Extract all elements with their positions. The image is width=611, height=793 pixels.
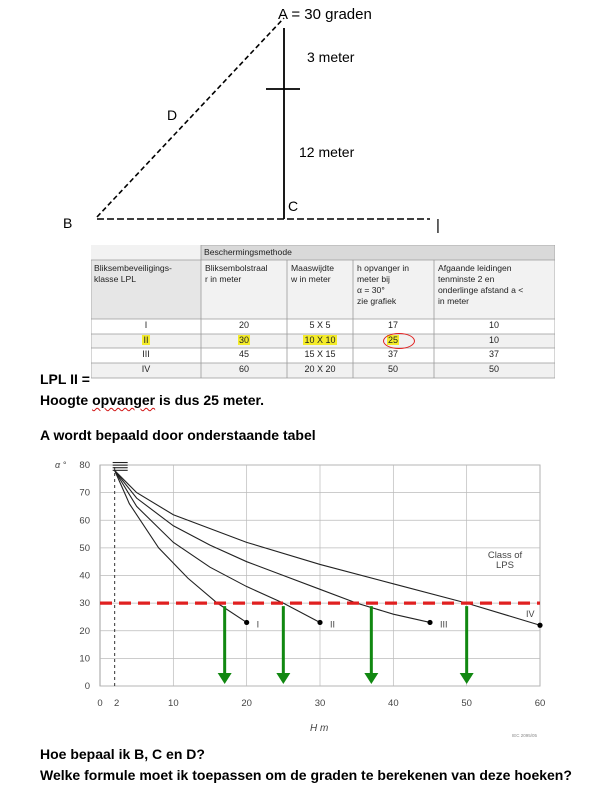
table-cell: 50 — [488, 364, 499, 375]
table-cell: 37 — [387, 349, 398, 360]
y-tick-label: 10 — [79, 653, 90, 665]
height-line: Hoogte opvanger is dus 25 meter. — [40, 392, 265, 408]
apex-label: A = 30 graden — [278, 6, 372, 23]
x-tick-label: 60 — [534, 698, 546, 709]
protection-angle-chart — [0, 450, 611, 740]
lower-segment-label: 12 meter — [299, 144, 355, 160]
series-endpoint — [537, 623, 542, 628]
table-cell: 37 — [488, 349, 499, 360]
series-endpoint — [427, 620, 432, 625]
table-header-3: Maaswijdte w in meter — [291, 263, 334, 284]
y-tick-label: 0 — [84, 681, 90, 692]
table-cell: 5 X 5 — [309, 320, 331, 330]
table-cell: IV — [141, 364, 151, 375]
y-tick-label: 30 — [79, 598, 90, 610]
table-cell: 17 — [387, 320, 398, 330]
x-tick-label: 0 — [97, 698, 103, 709]
y-axis-label: α ° — [55, 460, 67, 470]
upper-segment-label: 3 meter — [307, 49, 355, 65]
x-tick-label: 2 — [114, 698, 120, 709]
table-cell: 20 — [238, 320, 249, 330]
hypotenuse-label: D — [167, 107, 178, 123]
legend-title: LPS — [496, 560, 514, 571]
question-2: Welke formule moet ik toepassen om de graden te berekenen van deze hoeken? — [40, 767, 572, 783]
point-b-label: B — [63, 215, 73, 231]
x-tick-label: 40 — [388, 698, 399, 709]
table-cell: 60 — [238, 364, 249, 375]
series-label: II — [330, 619, 336, 630]
table-cell: I — [144, 320, 148, 330]
series-label: IV — [526, 609, 535, 620]
lps-table — [91, 245, 555, 380]
table-cell: 10 X 10 — [304, 334, 336, 345]
y-tick-label: 80 — [79, 460, 90, 471]
table-header-5: Afgaande leidingen tenminste 2 en onderlinge afstand a < in meter — [438, 263, 524, 306]
legend-title: Class of — [487, 550, 523, 561]
footer-mark: IEC 2095/05 — [512, 733, 538, 738]
point-c-label: C — [288, 198, 299, 214]
table-cell: 10 — [488, 334, 499, 345]
table-header-4: h opvanger in meter bij α = 30° zie grafiek — [357, 263, 410, 306]
series-endpoint — [317, 620, 322, 625]
question-1: Hoe bepaal ik B, C en D? — [40, 746, 205, 762]
spellcheck-word: opvanger — [92, 392, 156, 408]
x-axis-label: H m — [310, 723, 329, 734]
table-cell: 25 — [387, 334, 398, 345]
end-mark: | — [436, 217, 440, 234]
y-tick-label: 50 — [79, 542, 90, 554]
y-tick-label: 60 — [79, 515, 90, 527]
table-header-2: Bliksembolstraal r in meter — [205, 263, 268, 284]
table-cell: II — [143, 334, 149, 345]
circle-annotation — [383, 333, 415, 349]
hypotenuse-line — [97, 18, 284, 217]
x-tick-label: 30 — [314, 698, 326, 709]
table-cell: 20 X 20 — [304, 364, 336, 375]
table-group-header: Beschermingsmethode — [204, 247, 292, 257]
table-cell: 45 — [238, 349, 249, 360]
table-cell: 50 — [387, 364, 398, 375]
triangle-diagram — [0, 0, 611, 240]
y-tick-label: 40 — [79, 570, 90, 582]
y-tick-label: 20 — [79, 625, 90, 637]
series-label: I — [256, 619, 260, 630]
x-tick-label: 10 — [168, 698, 179, 709]
y-tick-label: 70 — [79, 487, 90, 499]
x-tick-label: 50 — [461, 698, 472, 709]
series-endpoint — [244, 620, 249, 625]
table-header-1: Bliksembeveiligings- klasse LPL — [94, 263, 172, 284]
x-tick-label: 20 — [241, 698, 252, 709]
table-cell: 10 — [488, 320, 499, 330]
lpl-line: LPL II = — [40, 371, 90, 387]
table-cell: 15 X 15 — [304, 349, 336, 360]
table-cell: III — [142, 349, 150, 360]
a-determined-line: A wordt bepaald door onderstaande tabel — [40, 427, 316, 443]
series-label: III — [440, 619, 448, 630]
table-cell: 30 — [238, 334, 249, 345]
